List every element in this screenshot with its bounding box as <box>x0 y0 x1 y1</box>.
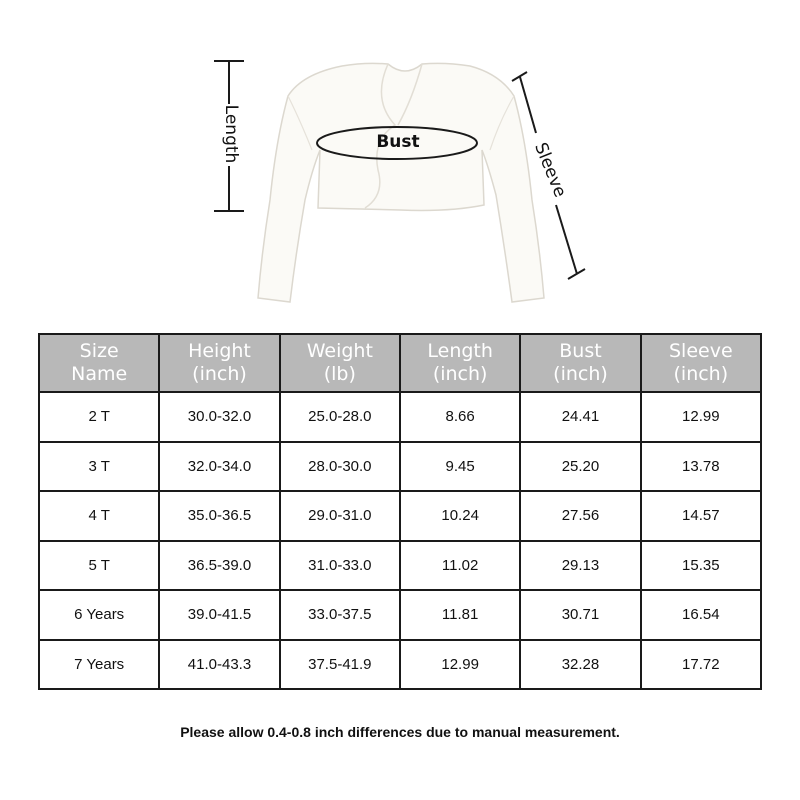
bust-cell: 25.20 <box>520 442 640 492</box>
bust-cell: 29.13 <box>520 541 640 591</box>
height-cell: 35.0-36.5 <box>159 491 279 541</box>
length-cell: 9.45 <box>400 442 520 492</box>
size-name-cell: 5 T <box>39 541 159 591</box>
bust-cell: 32.28 <box>520 640 640 690</box>
weight-cell: 25.0-28.0 <box>280 392 400 442</box>
size-chart-table <box>38 333 762 690</box>
cardigan-shape <box>258 63 544 302</box>
size-name-cell: 3 T <box>39 442 159 492</box>
bust-label: Bust <box>376 132 420 152</box>
length-cell: 10.24 <box>400 491 520 541</box>
sleeve-label: Sleeve <box>530 139 570 201</box>
height-cell: 36.5-39.0 <box>159 541 279 591</box>
length-label: Length <box>221 104 241 164</box>
sleeve-cell: 12.99 <box>641 392 761 442</box>
table-row <box>39 491 761 541</box>
table-row <box>39 442 761 492</box>
bust-cell: 24.41 <box>520 392 640 442</box>
size-name-cell: 7 Years <box>39 640 159 690</box>
bust-cell: 30.71 <box>520 590 640 640</box>
sleeve-cell: 14.57 <box>641 491 761 541</box>
header-size-name: Size Name <box>39 334 159 392</box>
table-row <box>39 640 761 690</box>
measurement-note: Please allow 0.4-0.8 inch differences due to manual measurement. <box>180 724 620 740</box>
height-cell: 32.0-34.0 <box>159 442 279 492</box>
header-weight: Weight (lb) <box>280 334 400 392</box>
header-length: Length (inch) <box>400 334 520 392</box>
height-cell: 39.0-41.5 <box>159 590 279 640</box>
header-sleeve: Sleeve (inch) <box>641 334 761 392</box>
cardigan-illustration <box>0 0 800 320</box>
table-row <box>39 590 761 640</box>
length-cell: 12.99 <box>400 640 520 690</box>
height-cell: 41.0-43.3 <box>159 640 279 690</box>
header-height: Height (inch) <box>159 334 279 392</box>
sleeve-cell: 15.35 <box>641 541 761 591</box>
table-row <box>39 541 761 591</box>
header-row <box>39 334 761 392</box>
height-cell: 30.0-32.0 <box>159 392 279 442</box>
length-cell: 11.81 <box>400 590 520 640</box>
size-name-cell: 4 T <box>39 491 159 541</box>
garment-figure <box>0 0 800 320</box>
bust-cell: 27.56 <box>520 491 640 541</box>
weight-cell: 31.0-33.0 <box>280 541 400 591</box>
weight-cell: 29.0-31.0 <box>280 491 400 541</box>
weight-cell: 33.0-37.5 <box>280 590 400 640</box>
weight-cell: 28.0-30.0 <box>280 442 400 492</box>
sleeve-cell: 17.72 <box>641 640 761 690</box>
sleeve-cell: 16.54 <box>641 590 761 640</box>
length-cell: 8.66 <box>400 392 520 442</box>
length-cell: 11.02 <box>400 541 520 591</box>
size-name-cell: 2 T <box>39 392 159 442</box>
header-bust: Bust (inch) <box>520 334 640 392</box>
size-name-cell: 6 Years <box>39 590 159 640</box>
sleeve-cell: 13.78 <box>641 442 761 492</box>
weight-cell: 37.5-41.9 <box>280 640 400 690</box>
table-row <box>39 392 761 442</box>
